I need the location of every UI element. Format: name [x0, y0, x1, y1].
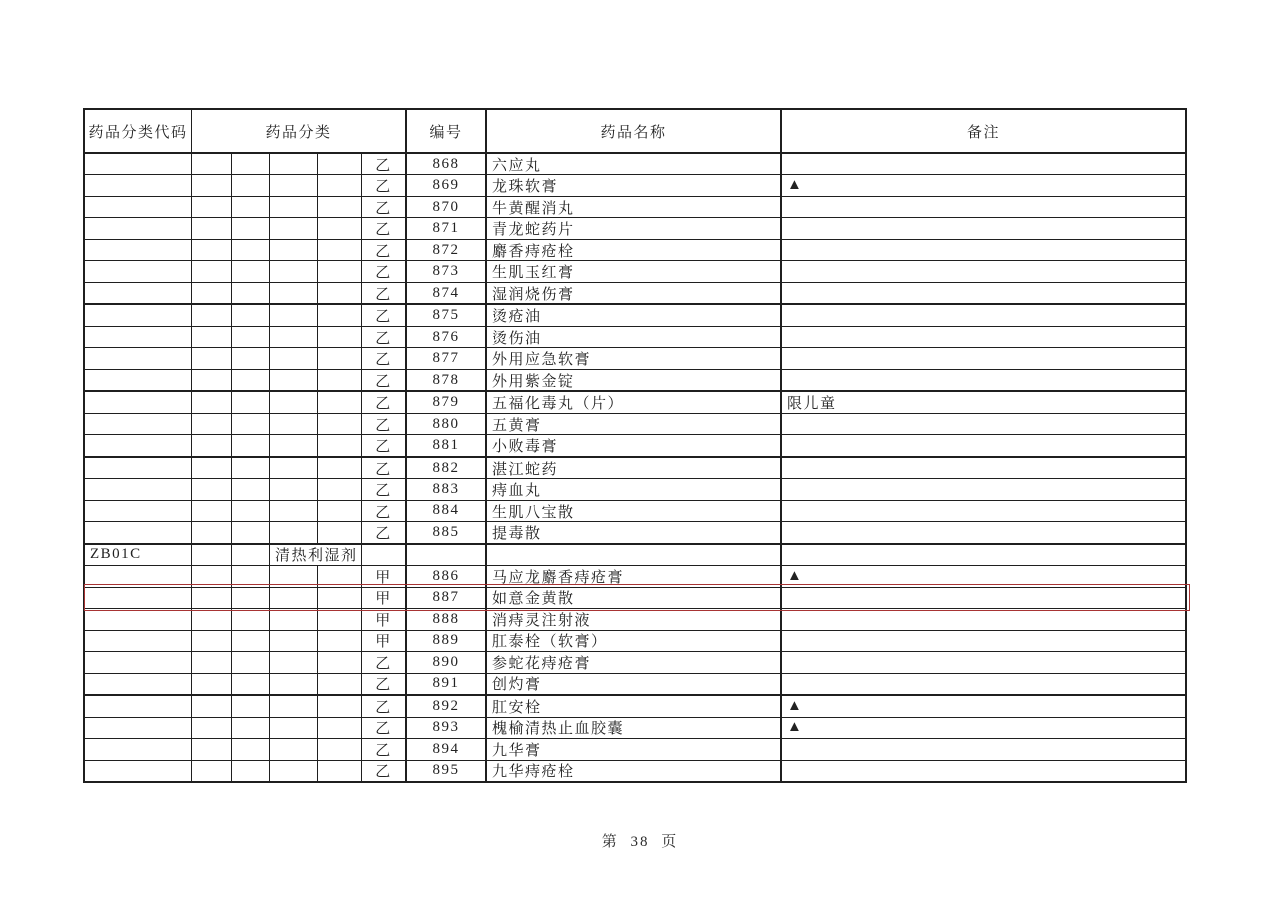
cell-sub: [192, 522, 232, 542]
cell-sub: [192, 283, 232, 303]
cell-name: 牛黄醒消丸: [487, 197, 782, 217]
table-row: [85, 154, 1185, 175]
cell-sub: [318, 348, 362, 368]
cell-sub: [232, 761, 270, 781]
table-row: [85, 414, 1185, 435]
cell-code: [85, 283, 192, 303]
cell-sub: [192, 305, 232, 325]
cell-sub: [232, 545, 270, 565]
cell-sub: [318, 435, 362, 455]
drug-table-body: [85, 154, 1185, 781]
cell-grade: 乙: [362, 718, 407, 738]
cell-sub: [318, 327, 362, 347]
cell-code: ZB01C: [85, 545, 192, 565]
cell-number: 891: [407, 674, 487, 694]
cell-remark: [782, 739, 1185, 759]
cell-name: [487, 545, 782, 565]
cell-name: 六应丸: [487, 154, 782, 174]
table-row: [85, 761, 1185, 781]
cell-code: [85, 414, 192, 434]
cell-category: 清热利湿剂: [270, 545, 362, 565]
cell-code: [85, 218, 192, 238]
cell-sub: [318, 218, 362, 238]
cell-code: [85, 261, 192, 281]
cell-sub: [232, 652, 270, 672]
cell-sub: [192, 218, 232, 238]
cell-code: [85, 479, 192, 499]
cell-grade: 乙: [362, 739, 407, 759]
cell-sub: [192, 175, 232, 195]
header-remark: 备注: [966, 124, 1000, 141]
cell-remark: [782, 370, 1185, 390]
cell-code: [85, 327, 192, 347]
table-row: [85, 392, 1185, 413]
cell-number: 878: [407, 370, 487, 390]
cell-name: 烫伤油: [487, 327, 782, 347]
cell-sub: [318, 240, 362, 260]
cell-name: 如意金黄散: [487, 588, 782, 608]
cell-sub: [192, 545, 232, 565]
table-row: [85, 261, 1185, 282]
cell-number: 879: [407, 392, 487, 412]
cell-sub: [270, 739, 318, 759]
cell-grade: 甲: [362, 566, 407, 586]
cell-sub: [318, 175, 362, 195]
cell-code: [85, 197, 192, 217]
cell-sub: [270, 283, 318, 303]
cell-sub: [270, 154, 318, 174]
cell-remark: [782, 761, 1185, 781]
cell-sub: [270, 305, 318, 325]
cell-sub: [232, 739, 270, 759]
cell-remark: [782, 458, 1185, 478]
cell-sub: [192, 696, 232, 716]
cell-remark: [782, 197, 1185, 217]
cell-sub: [270, 327, 318, 347]
cell-number: 894: [407, 739, 487, 759]
cell-sub: [270, 348, 318, 368]
cell-remark: [782, 327, 1185, 347]
cell-number: 885: [407, 522, 487, 542]
table-row: [85, 696, 1185, 717]
table-row: [85, 370, 1185, 392]
cell-name: 湛江蛇药: [487, 458, 782, 478]
table-row: [85, 674, 1185, 696]
cell-sub: [192, 327, 232, 347]
cell-remark: [782, 218, 1185, 238]
cell-sub: [192, 392, 232, 412]
header-number: 编号: [407, 110, 487, 152]
cell-number: 880: [407, 414, 487, 434]
table-row: [85, 218, 1185, 239]
table-row-highlighted: [85, 588, 1185, 609]
header-category: 药品分类: [192, 110, 407, 152]
cell-code: [85, 718, 192, 738]
cell-sub: [318, 761, 362, 781]
cell-number: 869: [407, 175, 487, 195]
cell-sub: [318, 522, 362, 542]
cell-sub: [232, 631, 270, 651]
cell-number: 889: [407, 631, 487, 651]
cell-grade: 乙: [362, 522, 407, 542]
table-row: [85, 283, 1185, 305]
cell-number: 874: [407, 283, 487, 303]
cell-sub: [270, 522, 318, 542]
cell-number: 883: [407, 479, 487, 499]
cell-grade: 乙: [362, 479, 407, 499]
cell-sub: [270, 370, 318, 390]
cell-sub: [192, 761, 232, 781]
cell-name: 青龙蛇药片: [487, 218, 782, 238]
cell-remark: [782, 522, 1185, 542]
table-row: [85, 631, 1185, 652]
cell-remark: [782, 631, 1185, 651]
cell-number: 892: [407, 696, 487, 716]
cell-code: [85, 696, 192, 716]
cell-name: 肛安栓: [487, 696, 782, 716]
cell-grade: 乙: [362, 652, 407, 672]
cell-grade: 甲: [362, 588, 407, 608]
cell-sub: [192, 718, 232, 738]
cell-grade: 乙: [362, 392, 407, 412]
cell-name: 肛泰栓（软膏）: [487, 631, 782, 651]
cell-sub: [318, 305, 362, 325]
cell-remark: 限儿童: [787, 396, 837, 413]
table-row: [85, 566, 1185, 587]
table-row: [85, 348, 1185, 369]
cell-sub: [192, 588, 232, 608]
cell-remark: [782, 674, 1185, 694]
cell-name: 小败毒膏: [487, 435, 782, 455]
cell-sub: [318, 392, 362, 412]
cell-code: [85, 348, 192, 368]
cell-sub: [318, 458, 362, 478]
table-row: [85, 652, 1185, 673]
cell-code: [85, 435, 192, 455]
cell-sub: [318, 566, 362, 586]
cell-remark: [782, 652, 1185, 672]
cell-sub: [270, 501, 318, 521]
cell-number: 882: [407, 458, 487, 478]
cell-sub: [192, 566, 232, 586]
cell-sub: [318, 501, 362, 521]
cell-remark: [782, 588, 1185, 608]
cell-sub: [232, 240, 270, 260]
cell-grade: 乙: [362, 327, 407, 347]
cell-sub: [192, 739, 232, 759]
cell-sub: [232, 435, 270, 455]
cell-number: 872: [407, 240, 487, 260]
cell-sub: [318, 261, 362, 281]
cell-sub: [318, 414, 362, 434]
cell-code: [85, 522, 192, 542]
cell-remark: [782, 261, 1185, 281]
cell-sub: [192, 501, 232, 521]
cell-sub: [270, 588, 318, 608]
table-row: [85, 327, 1185, 348]
cell-sub: [318, 283, 362, 303]
cell-name: 外用紫金锭: [487, 370, 782, 390]
cell-name: 五福化毒丸（片）: [487, 392, 782, 412]
cell-sub: [318, 674, 362, 694]
cell-remark: [782, 154, 1185, 174]
cell-code: [85, 566, 192, 586]
cell-name: 九华膏: [487, 739, 782, 759]
cell-sub: [232, 197, 270, 217]
cell-sub: [192, 370, 232, 390]
cell-sub: [232, 609, 270, 629]
cell-sub: [270, 631, 318, 651]
cell-sub: [232, 588, 270, 608]
cell-remark: [782, 348, 1185, 368]
cell-sub: [270, 414, 318, 434]
cell-code: [85, 652, 192, 672]
cell-remark: [782, 435, 1185, 455]
cell-name: 痔血丸: [487, 479, 782, 499]
cell-grade: 乙: [362, 283, 407, 303]
cell-name: 五黄膏: [487, 414, 782, 434]
table-row: [85, 305, 1185, 326]
cell-name: 槐榆清热止血胶囊: [487, 718, 782, 738]
cell-code: [85, 392, 192, 412]
cell-name: 外用应急软膏: [487, 348, 782, 368]
cell-sub: [318, 154, 362, 174]
cell-remark: [782, 305, 1185, 325]
cell-code: [85, 154, 192, 174]
cell-sub: [232, 370, 270, 390]
cell-sub: [232, 305, 270, 325]
cell-number: 871: [407, 218, 487, 238]
cell-sub: [232, 327, 270, 347]
cell-grade: 乙: [362, 240, 407, 260]
cell-name: 提毒散: [487, 522, 782, 542]
table-row: [85, 501, 1185, 522]
cell-sub: [192, 414, 232, 434]
cell-sub: [192, 197, 232, 217]
table-row: [85, 718, 1185, 739]
cell-number: 875: [407, 305, 487, 325]
cell-sub: [232, 175, 270, 195]
cell-sub: [270, 609, 318, 629]
cell-code: [85, 175, 192, 195]
cell-sub: [270, 458, 318, 478]
cell-number: [407, 545, 487, 565]
cell-sub: [232, 414, 270, 434]
cell-grade: 乙: [362, 674, 407, 694]
table-row: [85, 739, 1185, 760]
cell-code: [85, 458, 192, 478]
cell-grade: 乙: [362, 458, 407, 478]
cell-sub: [318, 718, 362, 738]
cell-sub: [270, 652, 318, 672]
table-row: [85, 522, 1185, 544]
cell-name: 烫疮油: [487, 305, 782, 325]
cell-grade: 乙: [362, 761, 407, 781]
cell-sub: [192, 631, 232, 651]
cell-sub: [192, 154, 232, 174]
cell-sub: [232, 261, 270, 281]
cell-sub: [232, 696, 270, 716]
cell-number: 888: [407, 609, 487, 629]
cell-sub: [318, 197, 362, 217]
cell-sub: [192, 435, 232, 455]
header-name: 药品名称: [487, 110, 782, 152]
cell-remark: ▲: [787, 697, 804, 714]
cell-sub: [270, 718, 318, 738]
cell-code: [85, 674, 192, 694]
page-number: 第 38 页: [601, 834, 679, 850]
cell-sub: [270, 435, 318, 455]
cell-sub: [318, 370, 362, 390]
cell-code: [85, 240, 192, 260]
cell-number: 884: [407, 501, 487, 521]
cell-code: [85, 305, 192, 325]
cell-code: [85, 501, 192, 521]
cell-sub: [318, 739, 362, 759]
cell-grade: [362, 545, 407, 565]
cell-code: [85, 370, 192, 390]
cell-remark: [782, 609, 1185, 629]
cell-sub: [270, 261, 318, 281]
table-header-row: [85, 110, 1185, 154]
cell-sub: [270, 566, 318, 586]
cell-sub: [270, 696, 318, 716]
cell-code: [85, 761, 192, 781]
cell-sub: [192, 240, 232, 260]
cell-remark: ▲: [787, 567, 804, 584]
cell-sub: [232, 154, 270, 174]
cell-number: 876: [407, 327, 487, 347]
drug-catalog-table: [83, 108, 1187, 783]
cell-number: 895: [407, 761, 487, 781]
cell-number: 886: [407, 566, 487, 586]
cell-grade: 乙: [362, 261, 407, 281]
cell-name: 创灼膏: [487, 674, 782, 694]
cell-remark: [782, 545, 1185, 565]
cell-sub: [270, 674, 318, 694]
table-row: [85, 609, 1185, 630]
table-row: [85, 435, 1185, 457]
cell-grade: 乙: [362, 348, 407, 368]
cell-remark: [782, 414, 1185, 434]
cell-sub: [318, 479, 362, 499]
cell-code: [85, 588, 192, 608]
cell-sub: [192, 458, 232, 478]
cell-grade: 乙: [362, 501, 407, 521]
cell-sub: [232, 501, 270, 521]
cell-number: 893: [407, 718, 487, 738]
cell-sub: [192, 261, 232, 281]
cell-sub: [270, 392, 318, 412]
cell-grade: 乙: [362, 435, 407, 455]
cell-sub: [270, 218, 318, 238]
cell-grade: 甲: [362, 609, 407, 629]
header-code: 药品分类代码: [85, 110, 192, 152]
cell-sub: [232, 348, 270, 368]
cell-remark: [782, 283, 1185, 303]
cell-sub: [232, 674, 270, 694]
cell-remark: ▲: [787, 177, 804, 194]
cell-sub: [270, 240, 318, 260]
cell-grade: 乙: [362, 175, 407, 195]
cell-sub: [232, 566, 270, 586]
cell-name: 消痔灵注射液: [487, 609, 782, 629]
cell-name: 麝香痔疮栓: [487, 240, 782, 260]
table-row: [85, 175, 1185, 196]
cell-sub: [192, 479, 232, 499]
table-row: [85, 458, 1185, 479]
cell-number: 887: [407, 588, 487, 608]
cell-grade: 乙: [362, 218, 407, 238]
cell-name: 龙珠软膏: [487, 175, 782, 195]
cell-sub: [192, 674, 232, 694]
cell-grade: 乙: [362, 305, 407, 325]
cell-name: 生肌八宝散: [487, 501, 782, 521]
cell-code: [85, 609, 192, 629]
table-row-section: [85, 545, 1185, 566]
table-row: [85, 479, 1185, 500]
cell-name: 马应龙麝香痔疮膏: [487, 566, 782, 586]
cell-number: 877: [407, 348, 487, 368]
cell-grade: 乙: [362, 197, 407, 217]
cell-grade: 甲: [362, 631, 407, 651]
cell-name: 九华痔疮栓: [487, 761, 782, 781]
cell-remark: [782, 240, 1185, 260]
cell-sub: [270, 761, 318, 781]
cell-sub: [232, 458, 270, 478]
cell-number: 881: [407, 435, 487, 455]
cell-number: 870: [407, 197, 487, 217]
cell-sub: [318, 609, 362, 629]
cell-sub: [232, 218, 270, 238]
cell-remark: [782, 501, 1185, 521]
cell-sub: [318, 588, 362, 608]
cell-number: 868: [407, 154, 487, 174]
cell-name: 湿润烧伤膏: [487, 283, 782, 303]
cell-sub: [192, 609, 232, 629]
cell-sub: [232, 718, 270, 738]
cell-sub: [318, 631, 362, 651]
cell-sub: [232, 479, 270, 499]
cell-sub: [232, 392, 270, 412]
cell-remark: [782, 479, 1185, 499]
cell-sub: [192, 652, 232, 672]
cell-grade: 乙: [362, 414, 407, 434]
cell-grade: 乙: [362, 696, 407, 716]
cell-grade: 乙: [362, 154, 407, 174]
cell-name: 生肌玉红膏: [487, 261, 782, 281]
cell-number: 890: [407, 652, 487, 672]
cell-grade: 乙: [362, 370, 407, 390]
cell-code: [85, 631, 192, 651]
cell-sub: [192, 348, 232, 368]
cell-number: 873: [407, 261, 487, 281]
cell-sub: [270, 175, 318, 195]
cell-sub: [232, 522, 270, 542]
cell-code: [85, 739, 192, 759]
cell-remark: ▲: [787, 719, 804, 736]
cell-sub: [318, 652, 362, 672]
cell-sub: [270, 479, 318, 499]
table-row: [85, 240, 1185, 261]
cell-sub: [232, 283, 270, 303]
cell-name: 参蛇花痔疮膏: [487, 652, 782, 672]
cell-sub: [270, 197, 318, 217]
cell-sub: [318, 696, 362, 716]
table-row: [85, 197, 1185, 218]
